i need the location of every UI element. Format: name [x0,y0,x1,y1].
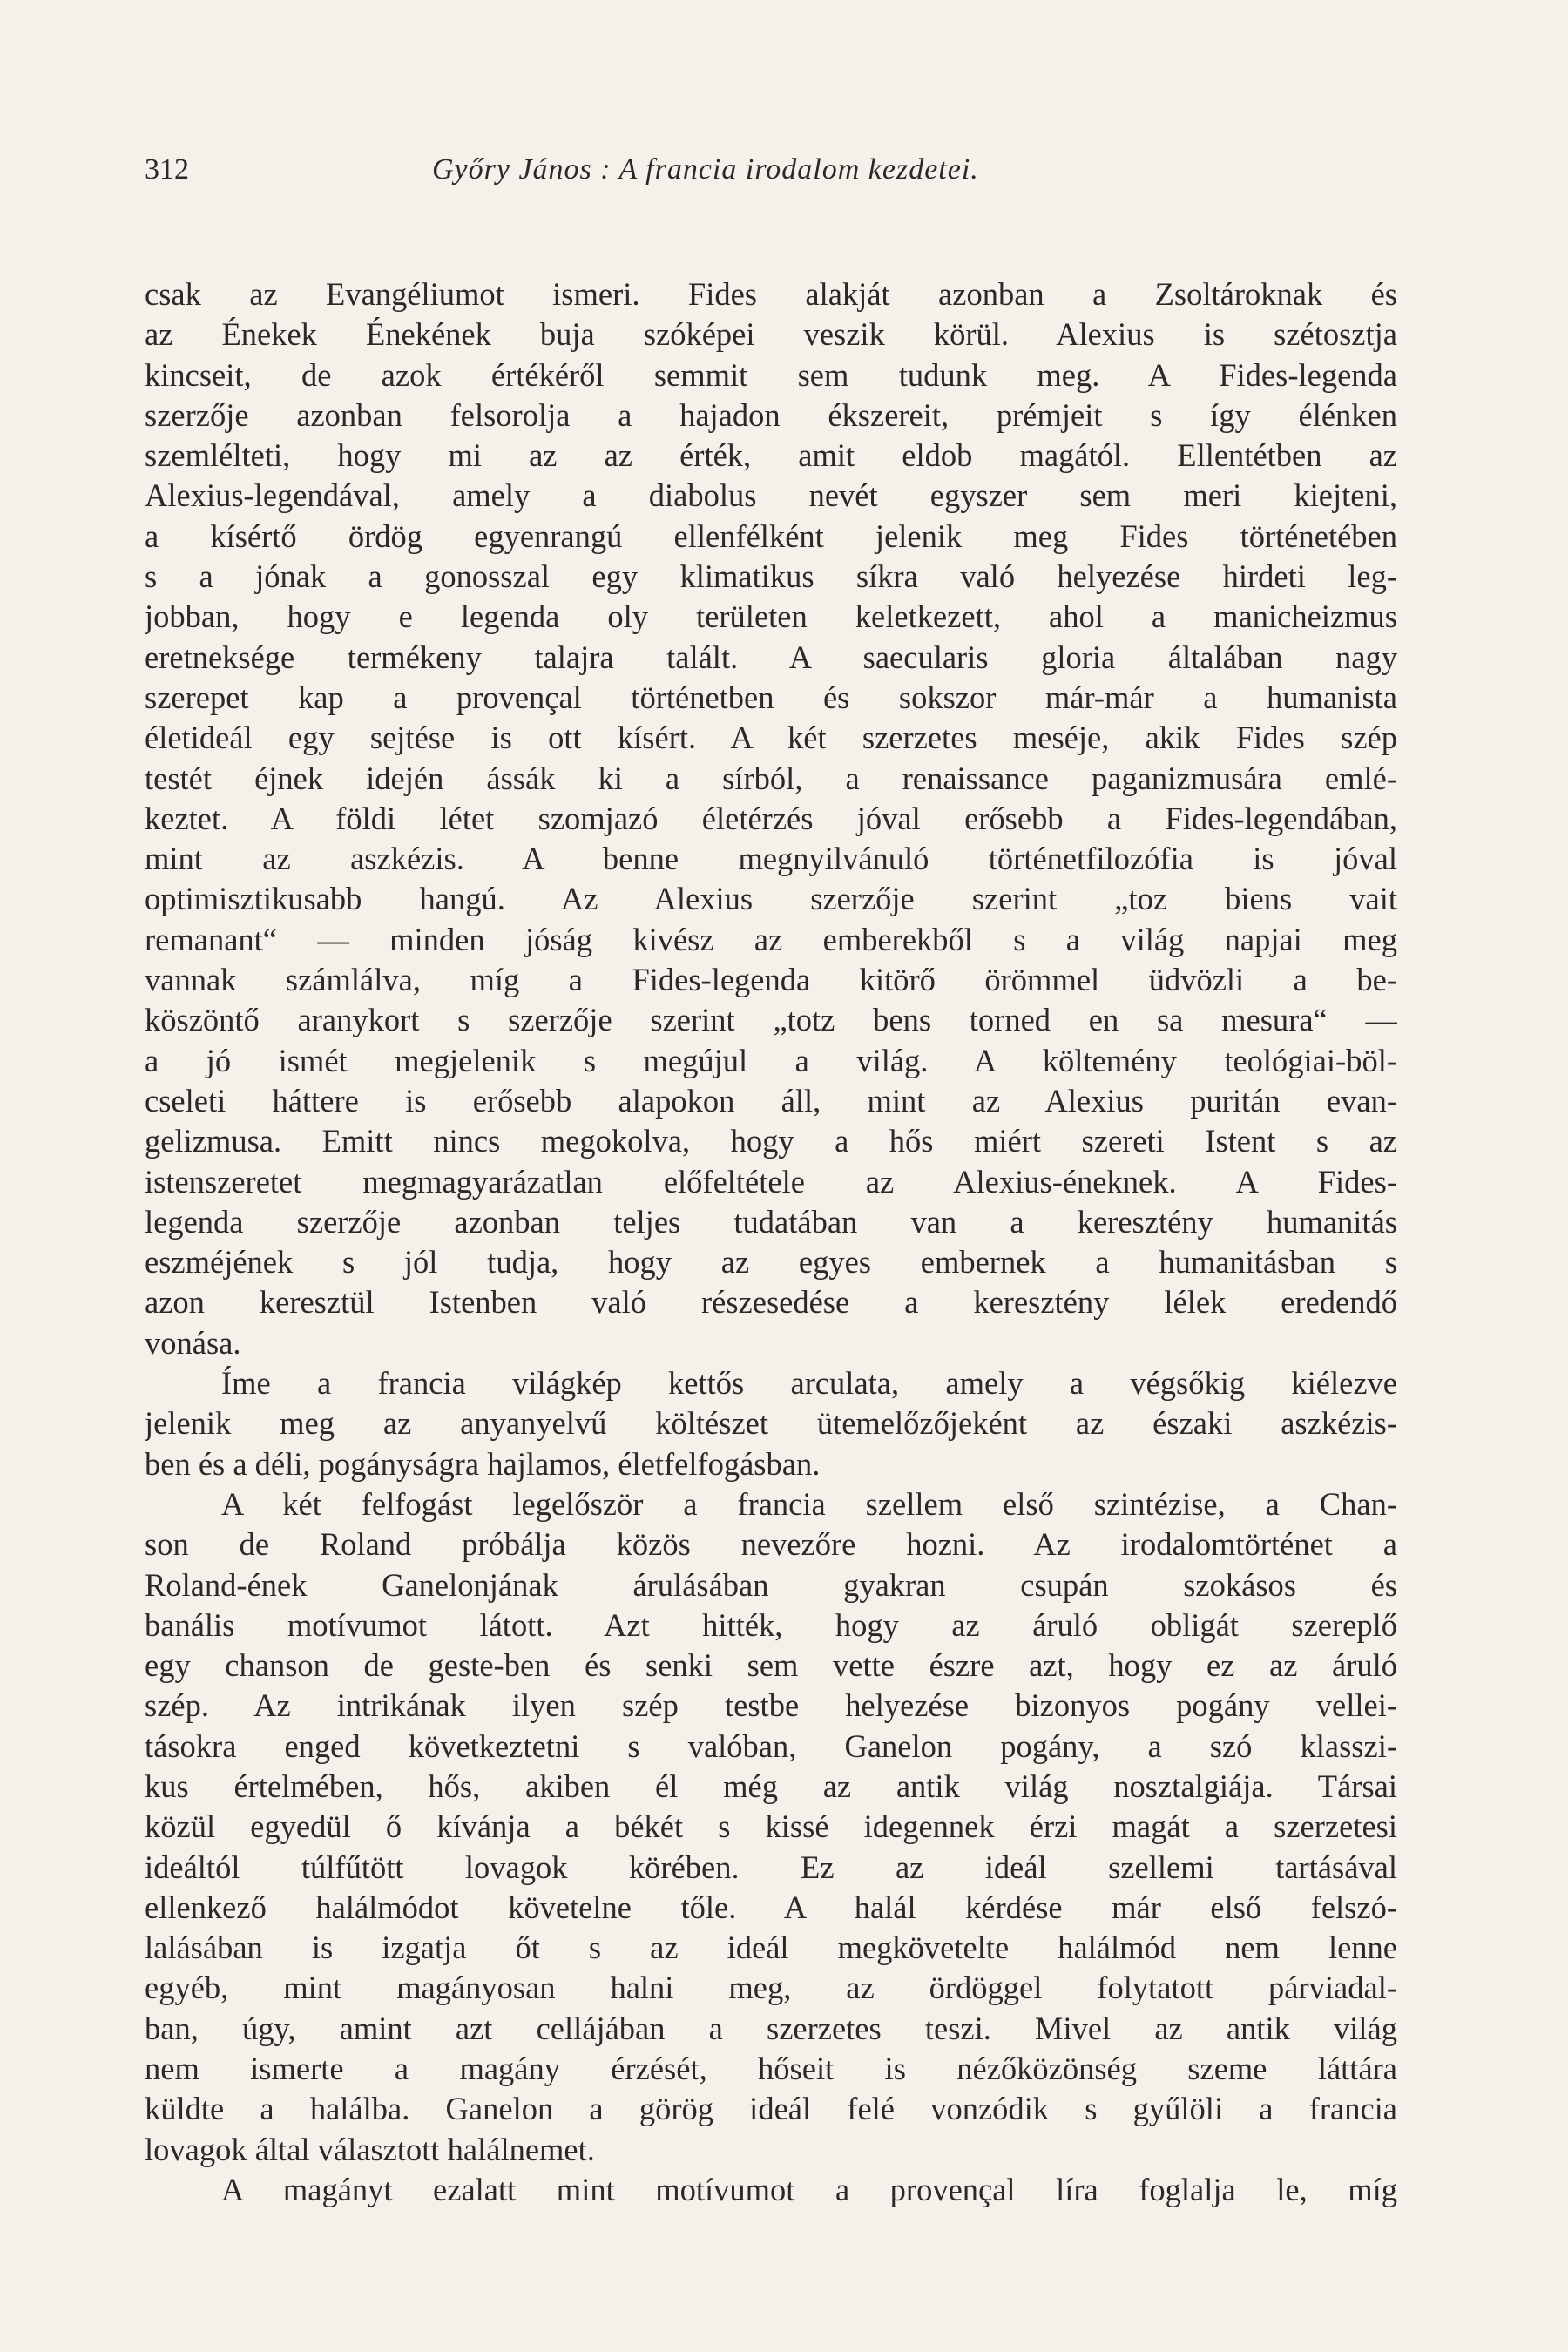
text-line: közül egyedül ő kívánja a békét s kissé idegennek érzi magát a szerzetesi [145,1808,1397,1845]
text-line: jelenik meg az anyanyelvű költészet ütemelőzőjeként az északi aszkézis- [145,1405,1397,1442]
text-line: szép. Az intrikának ilyen szép testbe helyezése bizonyos pogány vellei- [145,1687,1397,1724]
text-line: ellenkező halálmódot követelne tőle. A halál kérdése már első felszó- [145,1889,1397,1925]
text-line: küldte a halálba. Ganelon a görög ideál felé vonzódik s gyűlöli a francia [145,2091,1397,2127]
text-line: s a jónak a gonosszal egy klimatikus síkra való helyezése hirdeti leg- [145,558,1397,595]
page-header [145,153,1399,195]
text-line: remanant“ — minden jóság kivész az emberekből s a világ napjai meg [145,921,1397,957]
text-line: mint az aszkézis. A benne megnyilvánuló történetfilozófia is jóval [145,841,1397,877]
paragraph-start-line: Íme a francia világkép kettős arculata, amely a végsőkig kiélezve [221,1365,1397,1402]
text-line: istenszeretet megmagyarázatlan előfeltétele az Alexius-éneknek. A Fides- [145,1163,1397,1200]
text-line: kus értelmében, hős, akiben él még az antik világ nosztalgiája. Társai [145,1767,1397,1804]
text-line: cseleti háttere is erősebb alapokon áll, mint az Alexius puritán evan- [145,1082,1397,1119]
text-line: testét éjnek idején ássák ki a sírból, a renaissance paganizmusára emlé- [145,760,1397,796]
text-line: vannak számlálva, míg a Fides-legenda kitörő örömmel üdvözli a be- [145,962,1397,998]
page-number: 312 [145,153,189,186]
text-line: életideál egy sejtése is ott kísért. A két szerzetes meséje, akik Fides szép [145,720,1397,756]
paragraph-start-line: A két felfogást legelőször a francia szellem első szintézise, a Chan- [221,1485,1397,1522]
text-line: legenda szerzője azonban teljes tudatában van a keresztény humanitás [145,1203,1397,1240]
text-line: ban, úgy, amint azt cellájában a szerzetes teszi. Mivel az antik világ [145,2010,1397,2046]
text-line: szemlélteti, hogy mi az az érték, amit eldob magától. Ellentétben az [145,437,1397,474]
text-line: Roland-ének Ganelonjának árulásában gyakran csupán szokásos és [145,1566,1397,1603]
paragraph-end-line: vonása. [145,1324,241,1361]
text-line: azon keresztül Istenben való részesedése a keresztény lélek eredendő [145,1284,1397,1321]
text-line: optimisztikusabb hangú. Az Alexius szerzője szerint „toz biens vait [145,881,1397,917]
text-line: az Énekek Énekének buja szóképei veszik körül. Alexius is szétosztja [145,316,1397,353]
text-line: banális motívumot látott. Azt hitték, hogy az áruló obligát szereplő [145,1606,1397,1643]
text-line: lalásában is izgatja őt s az ideál megkövetelte halálmód nem lenne [145,1930,1397,1966]
text-line: egy chanson de geste-ben és senki sem vette észre azt, hogy ez az áruló [145,1647,1397,1684]
text-line: csak az Evangéliumot ismeri. Fides alakját azonban a Zsoltároknak és [145,276,1397,312]
text-line: köszöntő aranykort s szerzője szerint „totz bens torned en sa mesura“ — [145,1002,1397,1038]
running-title: Győry János : A francia irodalom kezdetei. [432,153,979,186]
text-line: son de Roland próbálja közös nevezőre hozni. Az irodalomtörténet a [145,1526,1397,1563]
paragraph-end-line: lovagok által választott halálnemet. [145,2131,595,2167]
text-line: ideáltól túlfűtött lovagok körében. Ez az ideál szellemi tartásával [145,1848,1397,1885]
paragraph-start-line: A magányt ezalatt mint motívumot a provençal líra foglalja le, míg [221,2171,1397,2207]
text-line: egyéb, mint magányosan halni meg, az ördöggel folytatott párviadal- [145,1970,1397,2006]
text-line: Alexius-legendával, amely a diabolus nevét egyszer sem meri kiejteni, [145,477,1397,514]
text-line: keztet. A földi létet szomjazó életérzés jóval erősebb a Fides-legendában, [145,800,1397,836]
text-line: a jó ismét megjelenik s megújul a világ. A költemény teológiai-böl- [145,1042,1397,1078]
body-text [145,274,1397,2210]
text-line: szerepet kap a provençal történetben és sokszor már-már a humanista [145,679,1397,715]
text-line: szerzője azonban felsorolja a hajadon ékszereit, prémjeit s így élénken [145,396,1397,433]
text-line: eretneksége termékeny talajra talált. A saecularis gloria általában nagy [145,639,1397,675]
text-line: eszméjének s jól tudja, hogy az egyes embernek a humanitásban s [145,1244,1397,1281]
text-line: jobban, hogy e legenda oly területen keletkezett, ahol a manicheizmus [145,598,1397,635]
text-line: nem ismerte a magány érzését, hőseit is nézőközönség szeme láttára [145,2051,1397,2087]
paragraph-end-line: ben és a déli, pogányságra hajlamos, életfelfogásban. [145,1445,821,1482]
text-line: a kísértő ördög egyenrangú ellenfélként jelenik meg Fides történetében [145,517,1397,554]
text-line: gelizmusa. Emitt nincs megokolva, hogy a hős miért szereti Istent s az [145,1123,1397,1159]
text-line: tásokra enged következtetni s valóban, Ganelon pogány, a szó klasszi- [145,1727,1397,1764]
text-line: kincseit, de azok értékéről semmit sem tudunk meg. A Fides-legenda [145,356,1397,393]
